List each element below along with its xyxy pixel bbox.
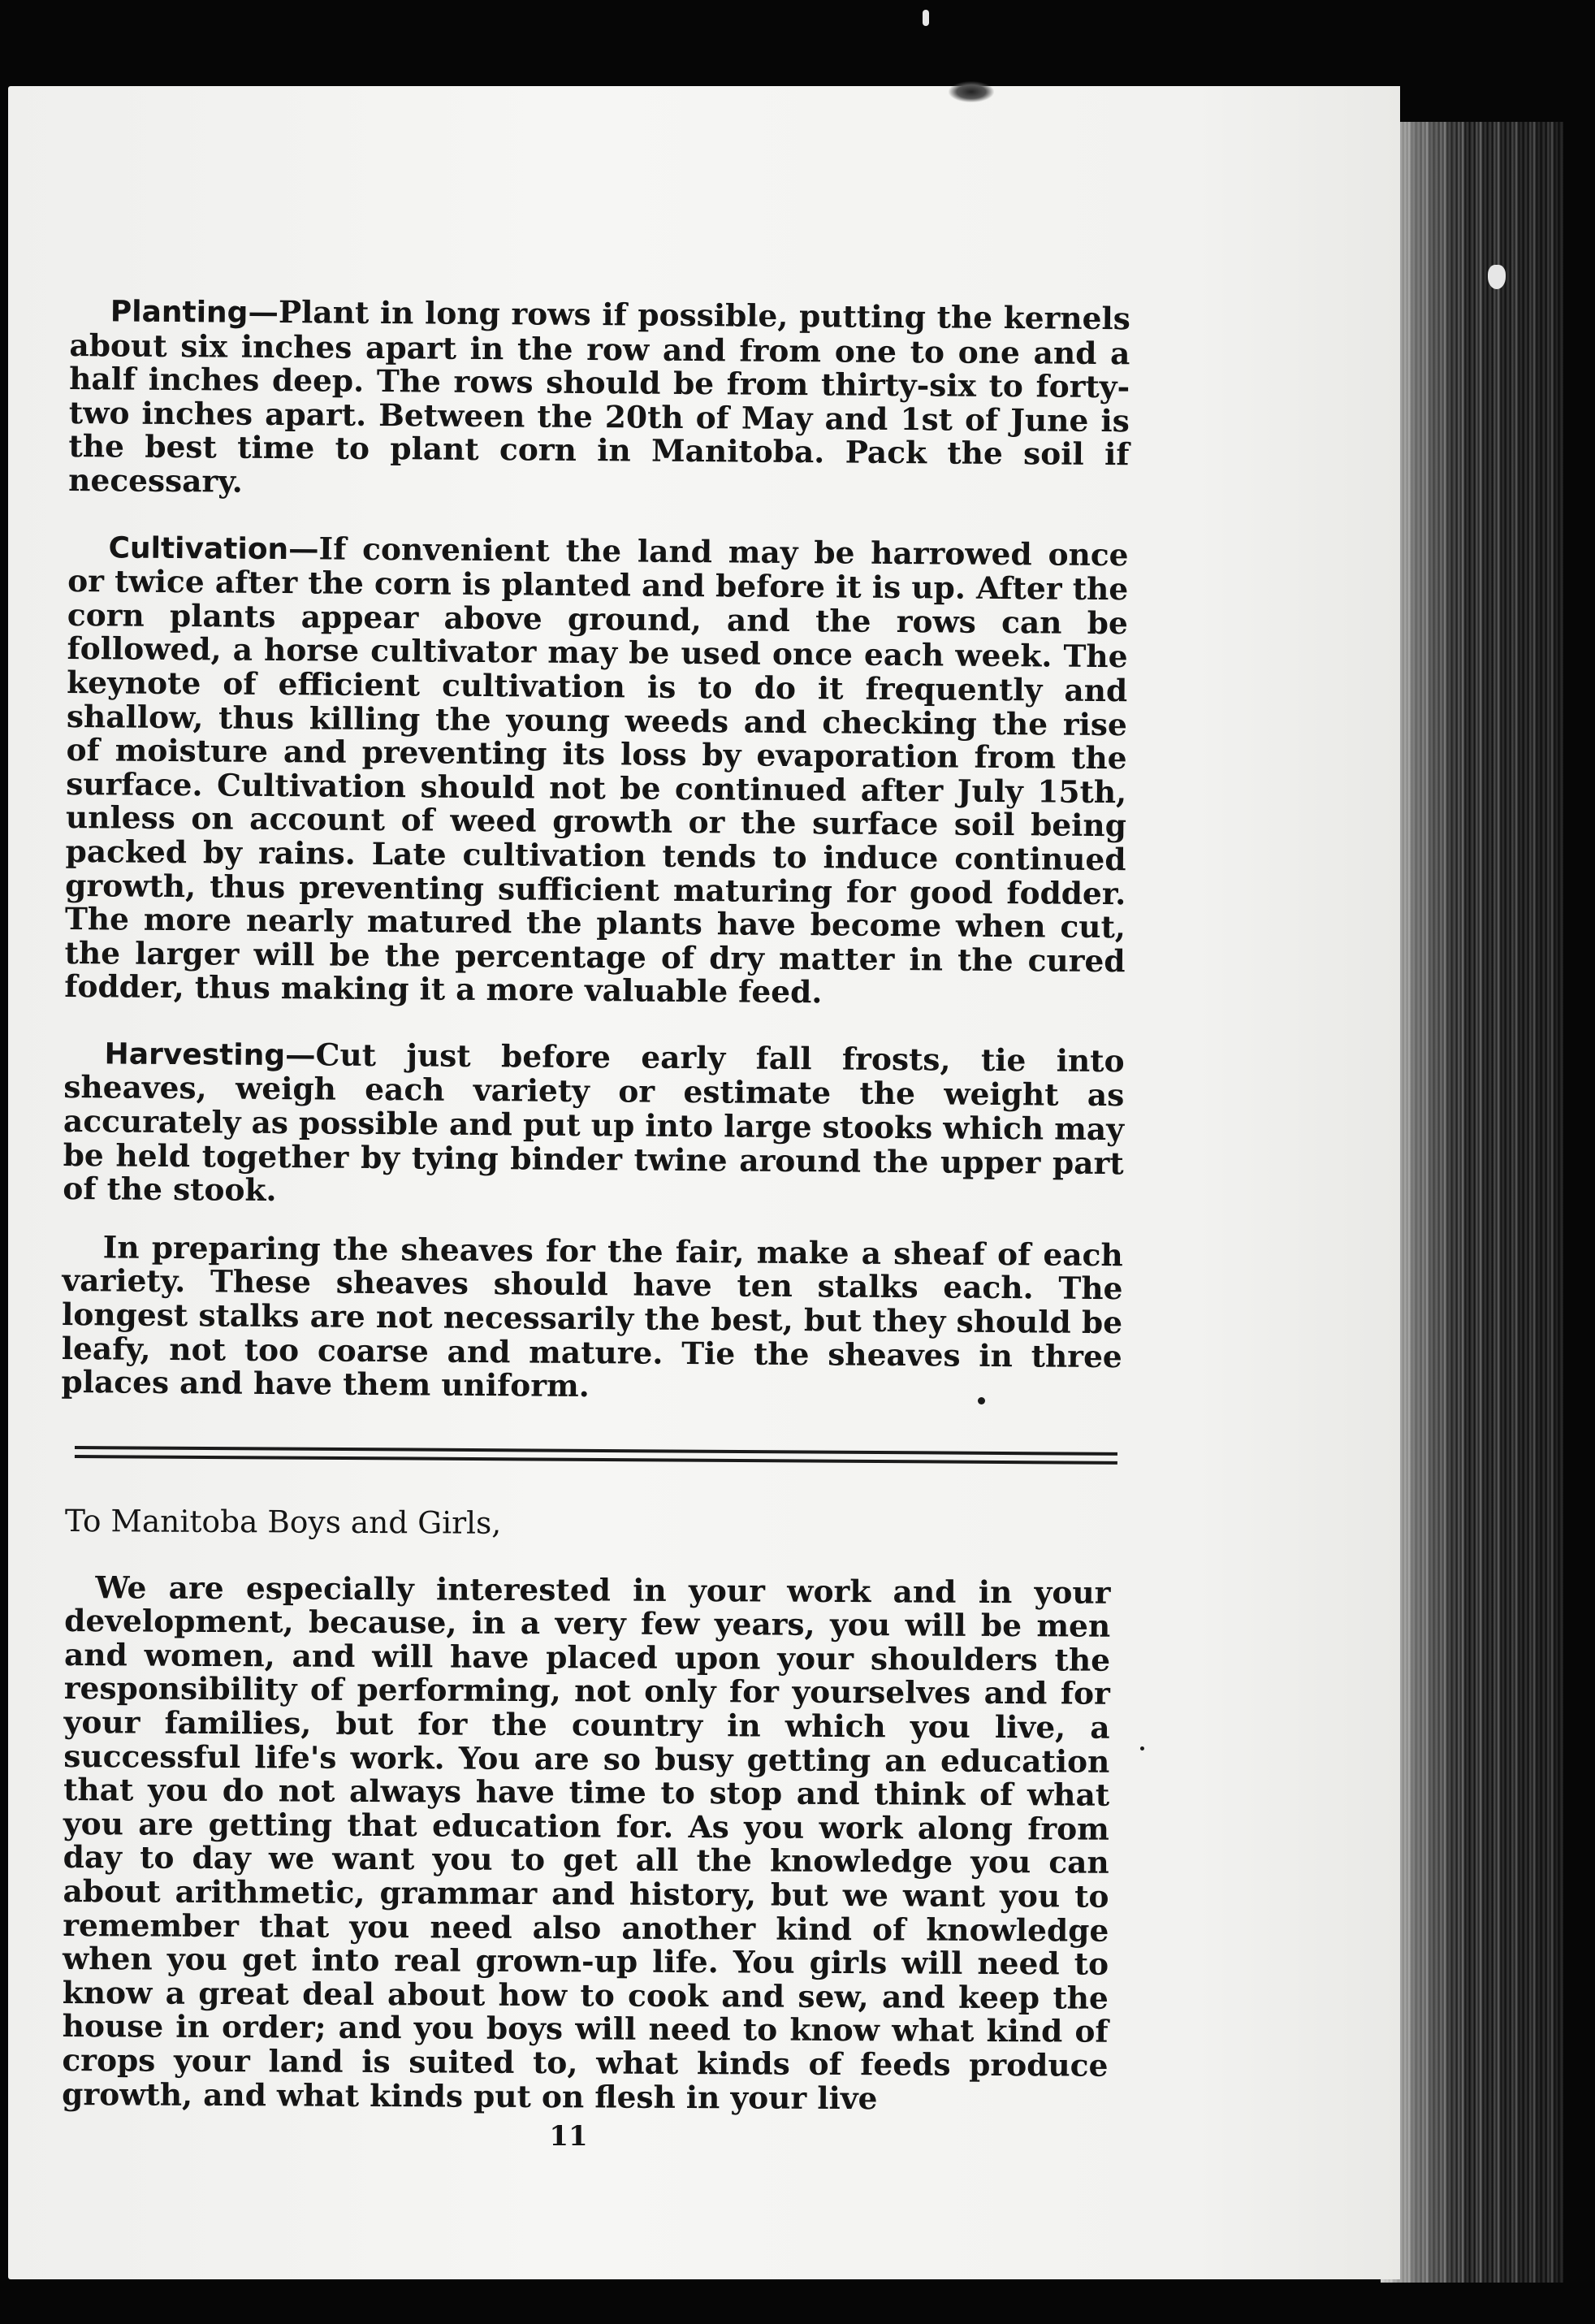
letter-to-boys-and-girls — [62, 1504, 1111, 2117]
heading-cultivation: Cultivation — [108, 530, 289, 566]
divider-rule-bottom — [75, 1455, 1117, 1465]
letter-salutation: To Manitoba Boys and Girls, — [64, 1503, 502, 1541]
ink-speck — [978, 1397, 985, 1404]
ink-speck — [1140, 1746, 1144, 1751]
text-sheaves: In preparing the sheaves for the fair, make a sheaf of each variety. These sheaves should have ten stalks each. The longest stalks are not necessarily the best, but they should be leafy, not too coarse and mature. Tie the sheaves in three places and have them uniform. — [61, 1229, 1123, 1404]
page-edges-shading — [1381, 122, 1563, 2283]
paragraph-cultivation — [64, 530, 1129, 1013]
letter-body: We are especially interested in your work and in your development, because, in a very few years, you will be men and women, and will have placed upon your shoulders the responsibility of performing, not only for yourselves and for your families, but for the country in which you live, a successful life's work. You are so busy getting an education that you do not always have time to stop and think of what you are getting that education for. As you work along from day to day we want you to get all the knowledge you can about arithmetic, grammar and history, but we want you to remember that you need also another kind of knowledge when you get into real grown-up life. You girls will need to know a great deal about how to cook and sew, and keep the house in order; and you boys will need to know what kind of crops your land is suited to, what kinds of feeds produce growth, and what kinds put on flesh in your live — [62, 1569, 1111, 2116]
heading-harvesting: Harvesting — [104, 1037, 286, 1072]
heading-planting: Planting — [110, 295, 249, 330]
scan-mark — [923, 10, 929, 26]
page-number: 11 — [549, 2120, 588, 2153]
paragraph-planting — [68, 294, 1130, 506]
paragraph-sheaves — [61, 1231, 1123, 1408]
text-planting: —Plant in long rows if possible, putting the kernels about six inches apart in the row and from one to one and a half inches deep. The rows should be from thirty-six to forty-two inches apart. Between the 20th of May and 1st of June is the best time to plant corn in Manitoba. Pack the soil if necessary. — [68, 293, 1130, 500]
binding-speck — [949, 81, 994, 102]
page-edge-mark — [1488, 265, 1506, 289]
text-cultivation: —If convenient the land may be harrowed once or twice after the corn is planted and before it is up. After the corn plants appear above ground, and the rows can be followed, a horse cultivator may be used once each week. The keynote of efficient cultivation is to do it frequently and shallow, thus killing the young weeds and checking the rise of moisture and preventing its loss by evaporation from the surface. Cultivation should not be continued after July 15th, unless on account of weed growth or the surface soil being packed by rains. Late cultivation tends to induce continued growth, thus preventing sufficient maturing for good fodder. The more nearly matured the plants have become when cut, the larger will be the percentage of dry matter in the cured fodder, thus making it a more valuable feed. — [64, 530, 1129, 1011]
corn-growing-instructions — [61, 294, 1130, 1408]
paragraph-harvesting — [63, 1036, 1125, 1214]
text-harvesting: —Cut just before early fall frosts, tie into sheaves, weigh each variety or estimate the weight as accurately as possible and put up into large stooks which may be held together by tying binder twine around the upper part of the stook. — [63, 1036, 1125, 1209]
